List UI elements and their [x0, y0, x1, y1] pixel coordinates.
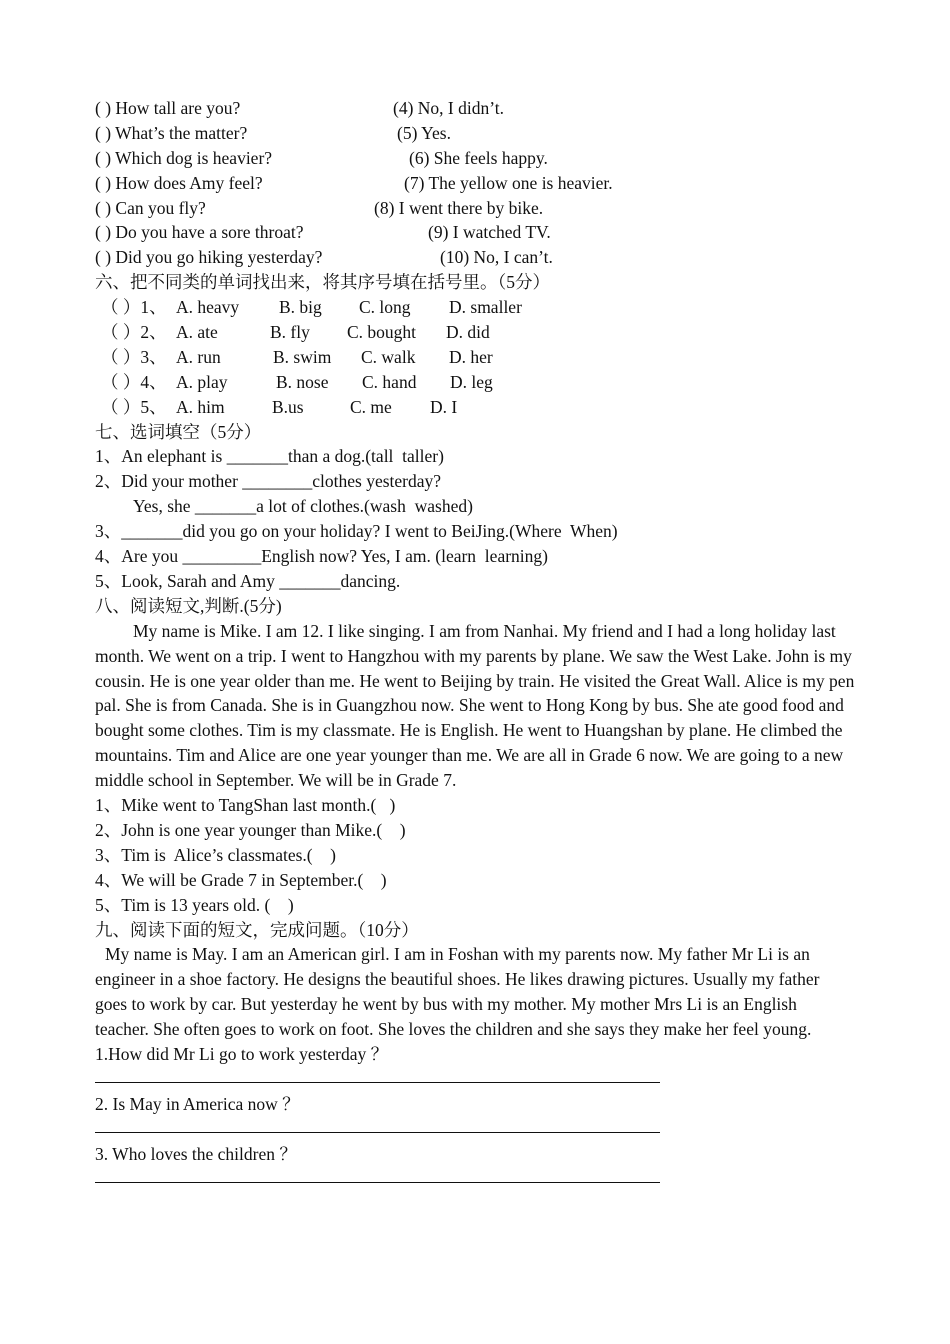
matching-answer: (7) The yellow one is heavier. [404, 172, 613, 193]
answer-line[interactable] [95, 1082, 660, 1083]
matching-question: ( ) Which dog is heavier? [95, 147, 273, 168]
matching-question: ( ) Did you go hiking yesterday? [95, 247, 323, 268]
matching-row [95, 245, 865, 270]
judge-question: 1、Mike went to TangShan last month.( ) [95, 795, 396, 816]
option-a: A. heavy [176, 297, 240, 318]
classify-row [95, 320, 865, 345]
judge-question: 4、We will be Grade 7 in September.( ) [95, 869, 387, 890]
option-a: A. run [176, 346, 221, 367]
option-a: A. ate [176, 322, 218, 343]
matching-row [95, 96, 865, 121]
answer-question [95, 1142, 865, 1192]
matching-question: ( ) Do you have a sore throat? [95, 222, 304, 243]
classify-row [95, 295, 865, 320]
section-6-title: 六、把不同类的单词找出来，将其序号填在括号里。（5分） [95, 272, 550, 293]
matching-question: ( ) How does Amy feel? [95, 172, 263, 193]
matching-row [95, 171, 865, 196]
option-b: B. nose [276, 371, 329, 392]
section-6-rows [95, 295, 865, 419]
section-7-title: 七、选词填空（5分） [95, 421, 262, 442]
answer-question-text: 3. Who loves the children ？ [95, 1144, 297, 1165]
matching-row [95, 146, 865, 171]
row-number: （ ）1、 [101, 297, 167, 318]
answer-question-text: 1.How did Mr Li go to work yesterday ？ [95, 1044, 389, 1065]
matching-row [95, 121, 865, 146]
matching-answer: (8) I went there by bike. [374, 197, 544, 218]
option-d: D. leg [450, 371, 493, 392]
matching-row [95, 220, 865, 245]
row-number: （ ）4、 [101, 371, 167, 392]
fill-blank-item: 4、Are you _________English now? Yes, I am. (learn learning) [95, 546, 548, 567]
classify-row [95, 370, 865, 395]
judge-question: 5、Tim is 13 years old. ( ) [95, 894, 294, 915]
option-c: C. hand [362, 371, 417, 392]
answer-question-text: 2. Is May in America now ？ [95, 1094, 300, 1115]
section-8-title: 八、阅读短文,判断.(5分) [95, 595, 282, 616]
answer-question [95, 1092, 865, 1142]
matching-answer: (10) No, I can’t. [440, 247, 553, 268]
option-c: C. bought [347, 322, 417, 343]
classify-row [95, 345, 865, 370]
option-a: A. him [176, 396, 225, 417]
option-d: D. her [449, 346, 493, 367]
option-d: D. did [446, 322, 490, 343]
option-a: A. play [176, 371, 228, 392]
option-b: B. fly [270, 322, 310, 343]
matching-answer: (9) I watched TV. [428, 222, 551, 243]
matching-question: ( ) What’s the matter? [95, 122, 248, 143]
option-c: C. walk [361, 346, 416, 367]
matching-section [95, 96, 865, 270]
option-b: B.us [272, 396, 304, 417]
fill-blank-item: Yes, she _______a lot of clothes.(wash washed) [133, 496, 473, 517]
row-number: （ ）5、 [101, 396, 167, 417]
option-d: D. smaller [449, 297, 522, 318]
option-c: C. me [350, 396, 392, 417]
option-b: B. swim [273, 346, 332, 367]
fill-blank-item: 3、_______did you go on your holiday? I went to BeiJing.(Where When) [95, 521, 618, 542]
fill-blank-item: 1、An elephant is _______than a dog.(tall taller) [95, 446, 444, 467]
judge-question: 2、John is one year younger than Mike.( ) [95, 819, 406, 840]
option-d: D. I [430, 396, 458, 417]
fill-blank-item: 2、Did your mother ________clothes yesterday? [95, 471, 442, 492]
judge-question: 3、Tim is Alice’s classmates.( ) [95, 844, 336, 865]
matching-answer: (5) Yes. [397, 122, 451, 143]
matching-question: ( ) Can you fly? [95, 197, 206, 218]
answer-line[interactable] [95, 1132, 660, 1133]
option-c: C. long [359, 297, 411, 318]
reading-passage-1: My name is Mike. I am 12. I like singing. I am from Nanhai. My friend and I had a long holiday last month. We went on a trip. I went to Hangzhou with my parents by plane. We saw the West Lake. John is my cousin. He is one year older than me. He went to Beijing by train. He visited the Great Wall. Alice is my pen pal. She is from Canada. She is in Guangzhou now. She went to Hong Kong by bus. She ate good food and bought some clothes. Tim is my classmate. He is English. He went to Huangshan by plane. He climbed the mountains. Tim and Alice are one year younger than me. We are all in Grade 6 now. We are going to a new middle school in September. We will be in Grade 7. [95, 620, 855, 791]
matching-question: ( ) How tall are you? [95, 98, 241, 118]
reading-passage-2: My name is May. I am an American girl. I am in Foshan with my parents now. My father Mr Li is an engineer in a shoe factory. He designs the beautiful shoes. He likes drawing pictures. Usually my father goes to work by car. But yesterday he went by bus with my mother. My mother Mrs Li is an English teacher. She often goes to work on foot. She loves the children and she says they make her feel young. [95, 944, 820, 1040]
worksheet-page [95, 96, 865, 1192]
option-b: B. big [279, 297, 322, 318]
row-number: （ ）2、 [101, 322, 167, 343]
matching-answer: (6) She feels happy. [409, 147, 548, 168]
row-number: （ ）3、 [101, 346, 167, 367]
answer-question [95, 1042, 865, 1092]
matching-answer: (4) No, I didn’t. [393, 98, 504, 118]
section-9-title: 九、阅读下面的短文，完成问题。（10分） [95, 919, 419, 940]
matching-row [95, 196, 865, 221]
answer-line[interactable] [95, 1182, 660, 1183]
fill-blank-item: 5、Look, Sarah and Amy _______dancing. [95, 570, 401, 591]
classify-row [95, 395, 865, 420]
